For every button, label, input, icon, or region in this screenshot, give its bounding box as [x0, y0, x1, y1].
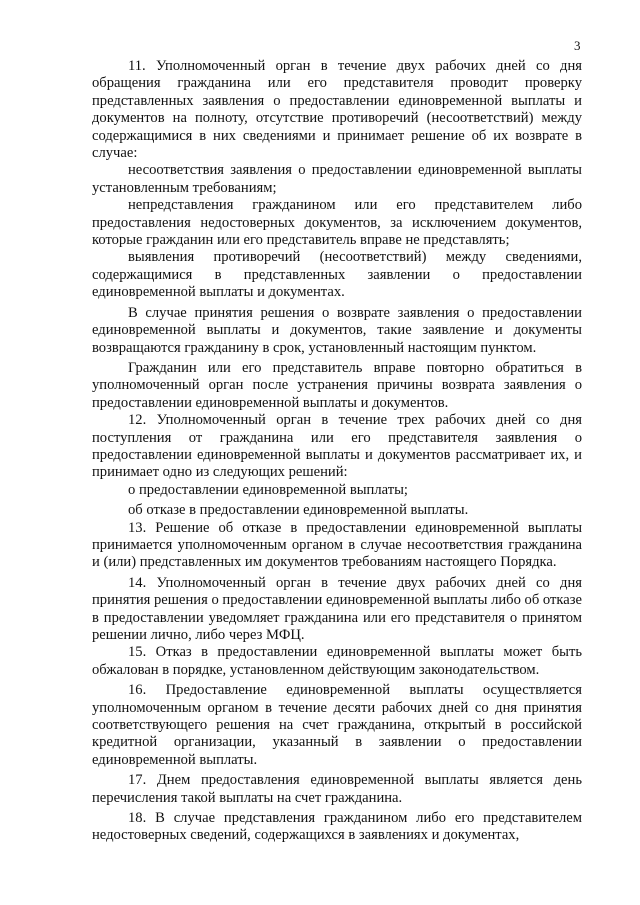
paragraph-12-option-2: об отказе в предоставлении единовременной выплаты.	[128, 502, 469, 519]
paragraph-15: 15. Отказ в предоставлении единовременной выплаты может быть обжалован в порядке, установленном действующим законодательством.	[92, 644, 582, 678]
paragraph-11-return: В случае принятия решения о возврате заявления о предоставлении единовременной выплаты и документов, такие заявление и документы возвращаются гражданину в срок, установленный настоящим пунктом.	[92, 304, 582, 356]
paragraph-16: 16. Предоставление единовременной выплаты осуществляется уполномоченным органом в течение десяти рабочих дней со дня принятия соответствующего решения на счет гражданина, открытый в российской кредитной организации, указанный в заявлении о предоставлении единовременной выплаты.	[92, 682, 582, 768]
paragraph-14: 14. Уполномоченный орган в течение двух рабочих дней со дня принятия решения о предоставлении единовременной выплаты либо об отказе в предоставлении уведомляет гражданина или его представителя о принятом решении лично, либо через МФЦ.	[92, 574, 582, 643]
paragraph-17: 17. Днем предоставления единовременной выплаты является день перечисления такой выплаты на счет гражданина.	[92, 772, 582, 806]
paragraph-11-reapply: Гражданин или его представитель вправе повторно обратиться в уполномоченный орган после устранения причины возврата заявления о предоставлении единовременной выплаты и документов.	[92, 359, 582, 411]
paragraph-13: 13. Решение об отказе в предоставлении единовременной выплаты принимается уполномоченным органом в случае несоответствия гражданина и (или) представленных им документов требованиям настоящего Порядка.	[92, 519, 582, 571]
paragraph-18: 18. В случае представления гражданином либо его представителем недостоверных сведений, содержащихся в заявлениях и документах,	[92, 810, 582, 844]
paragraph-11-case-3: выявления противоречий (несоответствий) между сведениями, содержащимися в представленных заявлении о предоставлении единовременной выплаты и документах.	[92, 249, 582, 301]
document-body	[92, 58, 582, 845]
page-number: 3	[574, 38, 581, 53]
paragraph-12-option-1: о предоставлении единовременной выплаты;	[128, 481, 408, 498]
paragraph-11-case-1: несоответствия заявления о предоставлении единовременной выплаты установленным требованиям;	[92, 162, 582, 196]
paragraph-12: 12. Уполномоченный орган в течение трех рабочих дней со дня поступления от гражданина или его представителя заявления о предоставлении единовременной выплаты и документов рассматривает их, и принимает одно из следующих решений:	[92, 412, 582, 481]
paragraph-11: 11. Уполномоченный орган в течение двух рабочих дней со дня обращения гражданина или его представителя проводит проверку представленных заявления о предоставлении единовременной выплаты и документов на полноту, отсутствие противоречий (несоответствий) между содержащимися в них сведениями и принимает решение об их возврате в случае:	[92, 58, 582, 162]
paragraph-11-case-2: непредставления гражданином или его представителем либо предоставления недостоверных документов, за исключением документов, которые гражданин или его представитель вправе не представлять;	[92, 197, 582, 249]
